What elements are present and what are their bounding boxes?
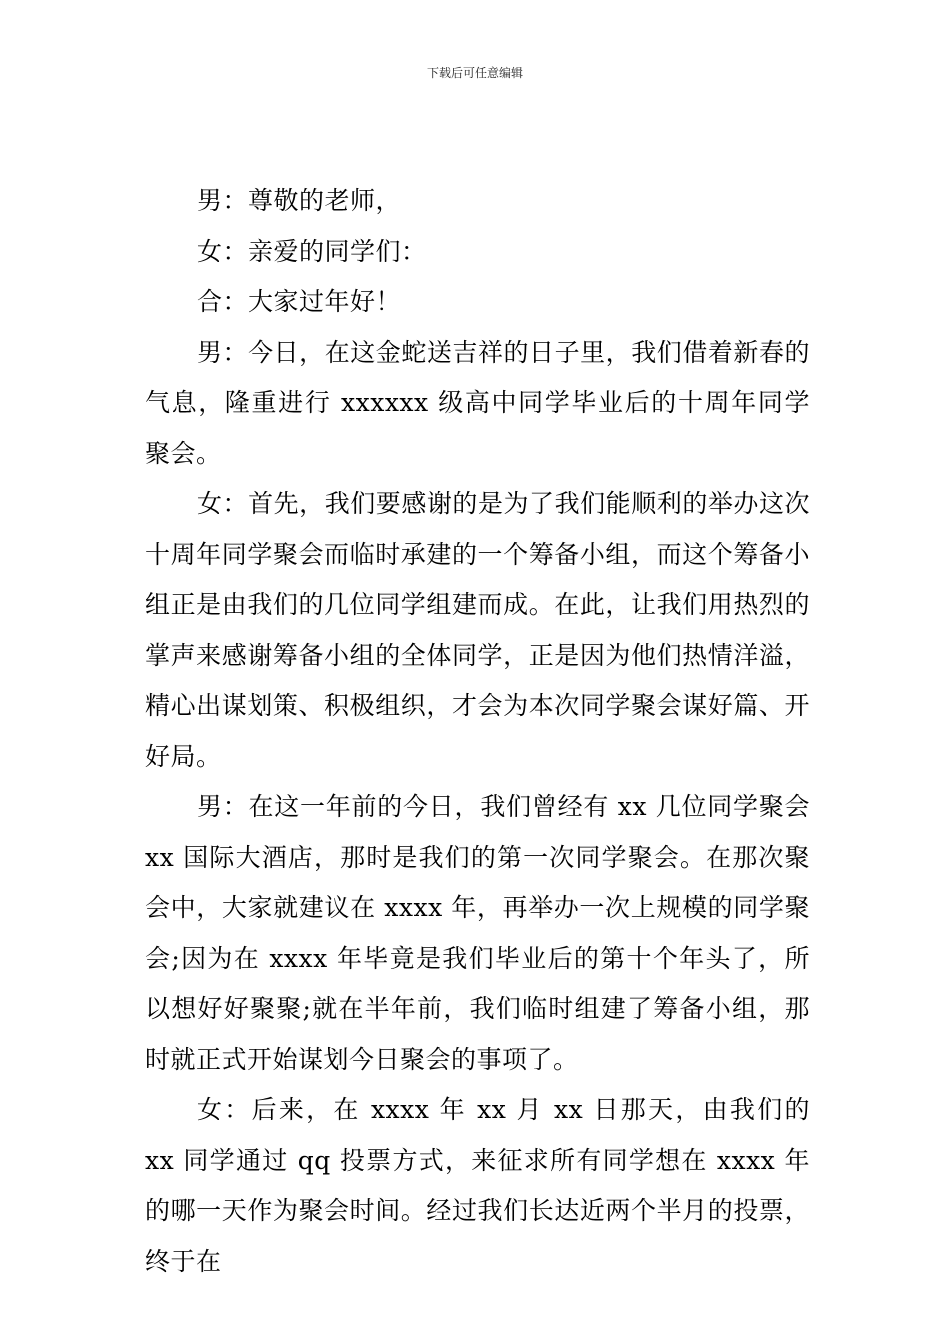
paragraph-greeting-female: 女：亲爱的同学们： — [197, 236, 427, 266]
paragraph-greeting-male: 男：尊敬的老师， — [197, 186, 402, 215]
paragraph-opening: 男：今日，在这金蛇送吉祥的日子里，我们借着新春的气息，隆重进行 xxxxxx 级高中同学毕业后的十周年同学聚会。 — [145, 337, 810, 468]
document-body — [145, 176, 810, 1287]
paragraph-greeting-together: 合：大家过年好！ — [197, 287, 402, 316]
paragraph-thanks: 女：首先，我们要感谢的是为了我们能顺利的举办这次十周年同学聚会而临时承建的一个筹备小组，而这个筹备小组正是由我们的几位同学组建而成。在此，让我们用热烈的掌声来感谢筹备小组的全体同学，正是因为他们热情洋溢，精心出谋划策、积极组织，才会为本次同学聚会谋好篇、开好局。 — [145, 489, 810, 771]
page-header-note: 下载后可任意编辑 — [426, 66, 523, 80]
paragraph-voting: 女：后来，在 xxxx 年 xx 月 xx 日那天，由我们的 xx 同学通过 qq 投票方式，来征求所有同学想在 xxxx 年的哪一天作为聚会时间。经过我们长达近两个半月的投票，终于在 — [145, 1095, 810, 1276]
paragraph-history: 男：在这一年前的今日，我们曾经有 xx 几位同学聚会 xx 国际大酒店，那时是我们的第一次同学聚会。在那次聚会中，大家就建议在 xxxx 年，再举办一次上规模的同学聚会;因为在 xxxx 年毕竟是我们毕业后的第十个年头了，所以想好好聚聚;就在半年前，我们临时组建了筹备小组，那时就正式开始谋划今日聚会的事项了。 — [145, 792, 810, 1074]
